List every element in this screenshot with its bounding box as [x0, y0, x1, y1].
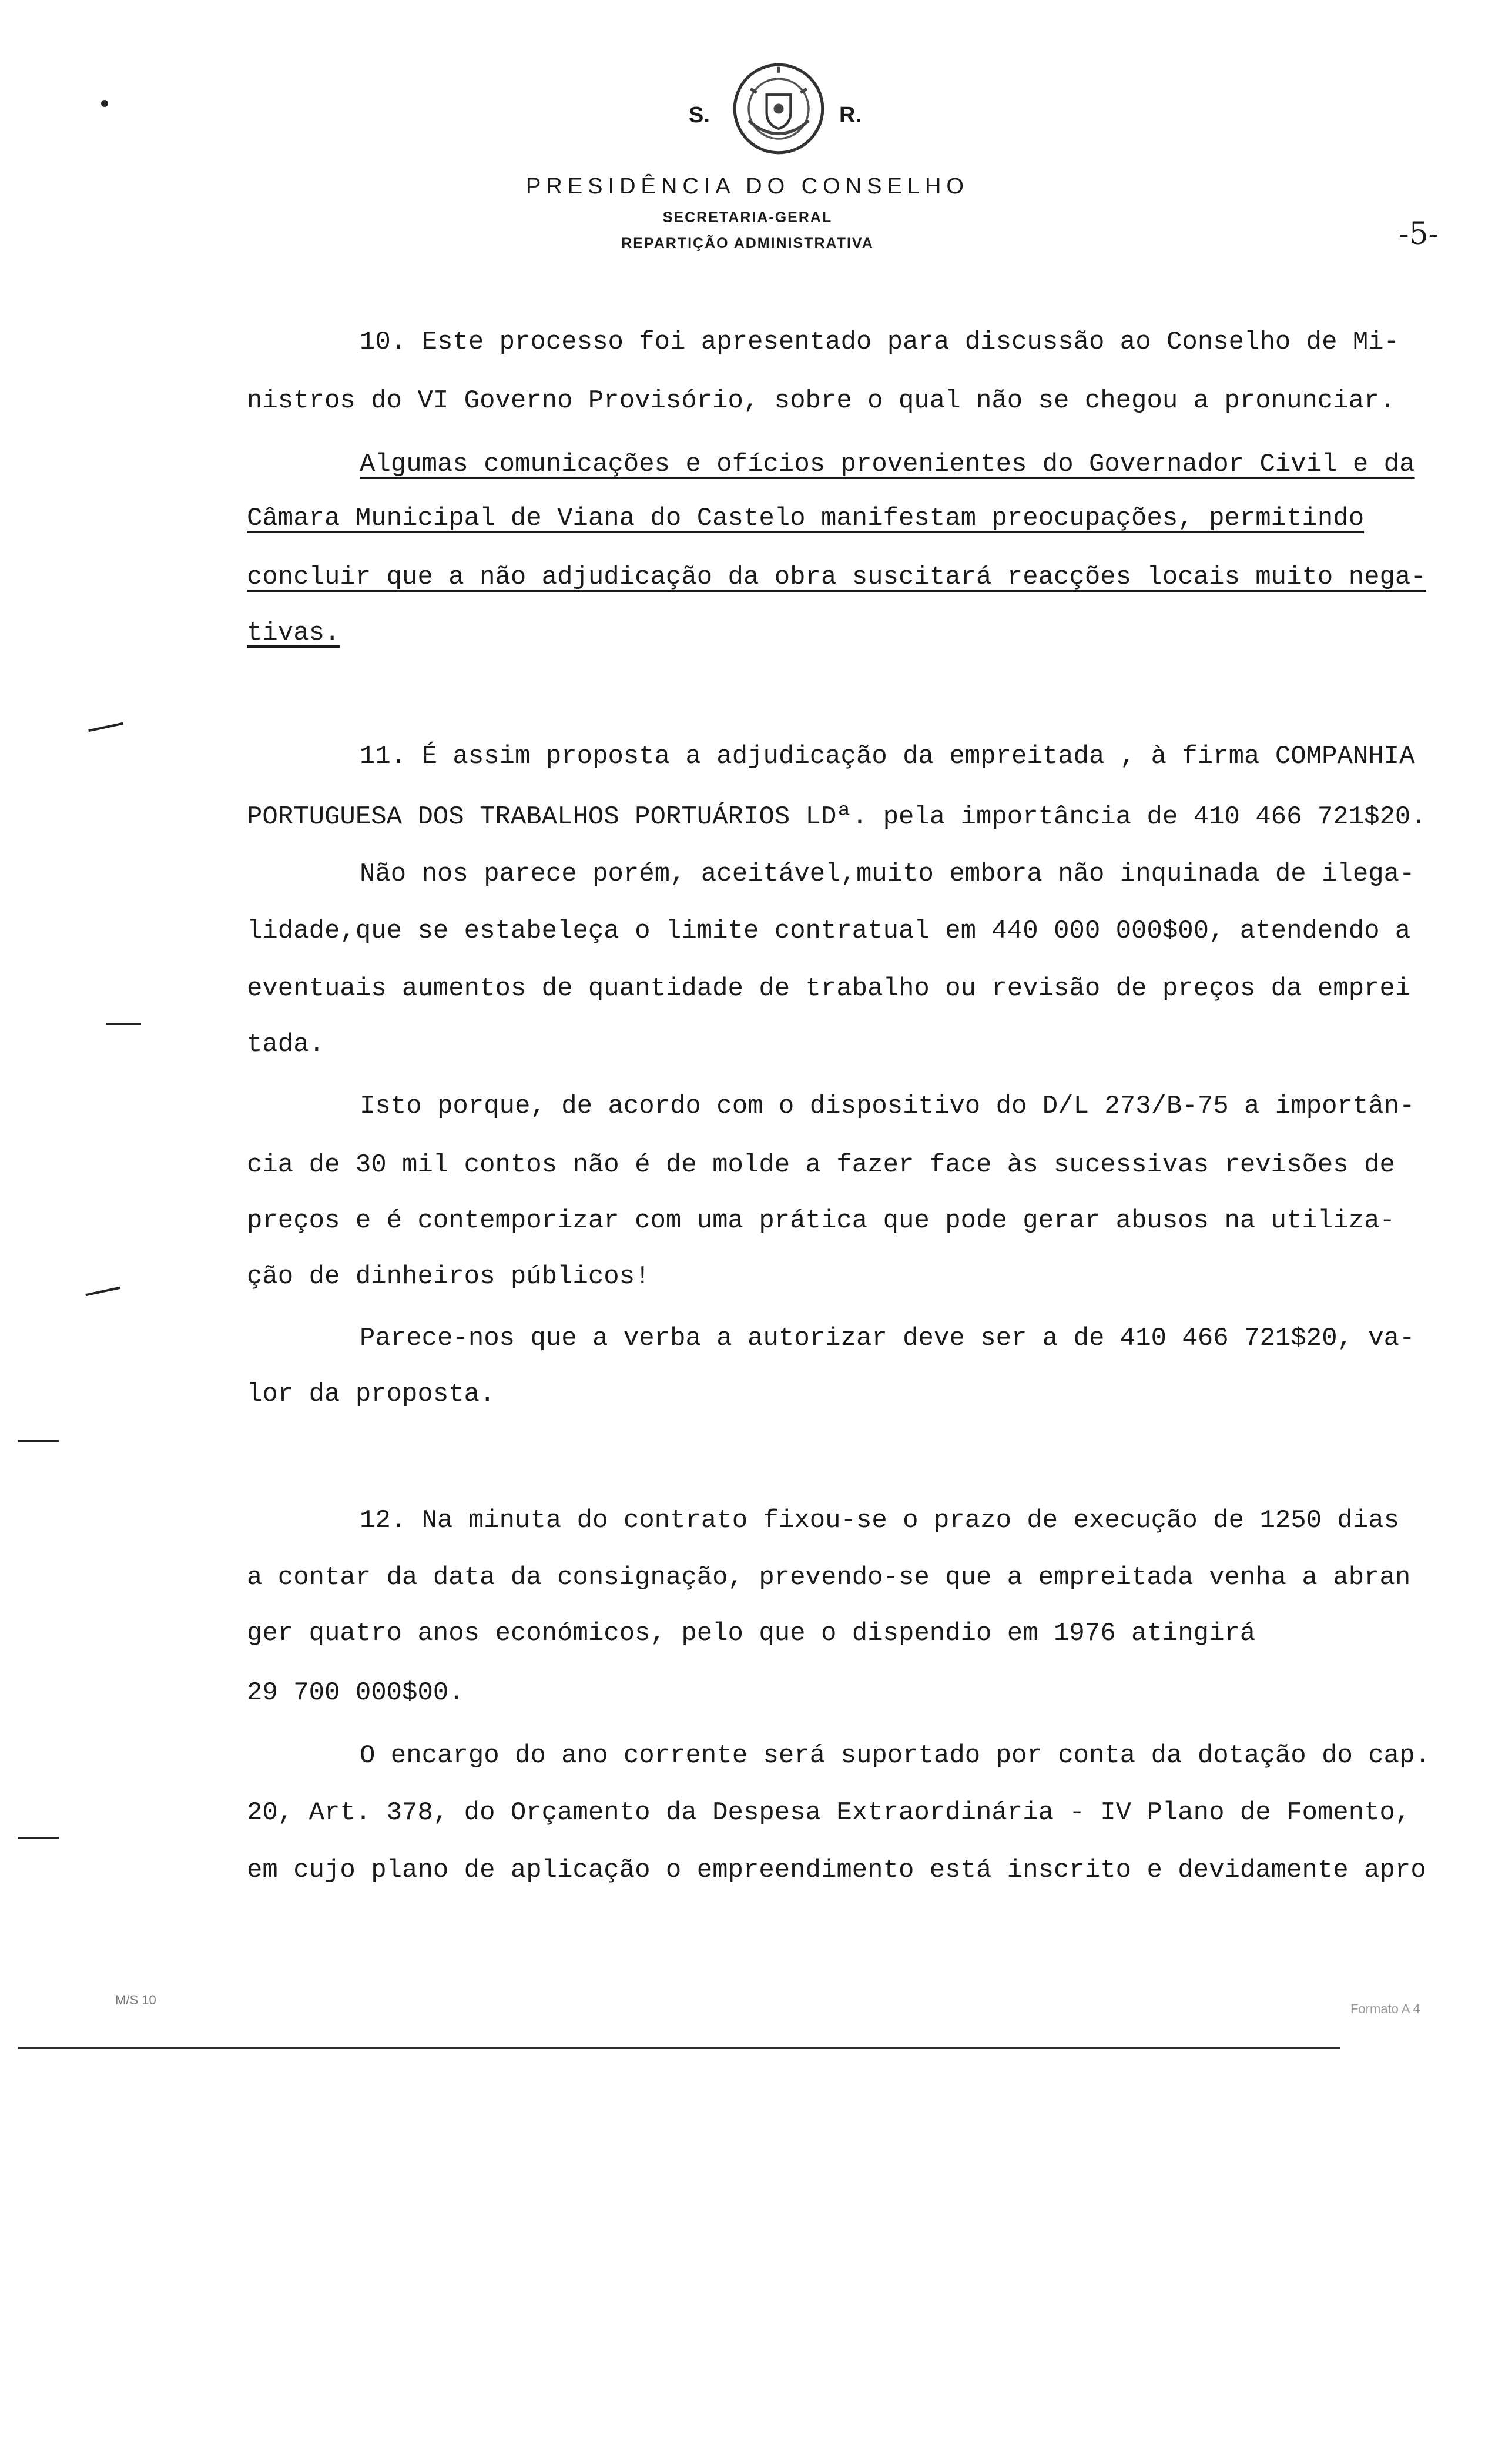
page-number: -5- — [1399, 216, 1439, 252]
footer-rule — [18, 2047, 1340, 2049]
text-line: preços e é contemporizar com uma prática que pode gerar abusos na utiliza- — [247, 1206, 1395, 1236]
emblem-letter-s: S. — [689, 103, 710, 128]
format-label: Formato A 4 — [1350, 2001, 1420, 2016]
scan-speck — [101, 100, 108, 107]
text-line: tada. — [247, 1030, 325, 1059]
header-title: PRESIDÊNCIA DO CONSELHO — [526, 174, 969, 199]
text-line: lidade,que se estabeleça o limite contratual em 440 000 000$00, atendendo a — [247, 916, 1411, 946]
text-line: 20, Art. 378, do Orçamento da Despesa Extraordinária - IV Plano de Fomento, — [247, 1798, 1411, 1827]
text-line: 29 700 000$00. — [247, 1678, 464, 1708]
text-line: 10. Este processo foi apresentado para discussão ao Conselho de Mi- — [360, 327, 1400, 357]
text-line: Não nos parece porém, aceitável,muito embora não inquinada de ilega- — [360, 859, 1415, 889]
form-code: M/S 10 — [115, 1993, 156, 2007]
text-line: lor da proposta. — [247, 1380, 495, 1409]
republic-seal-icon — [729, 59, 829, 159]
text-line: PORTUGUESA DOS TRABALHOS PORTUÁRIOS LDª. pela importância de 410 466 721$20. — [247, 802, 1426, 832]
text-line: em cujo plano de aplicação o empreendimento está inscrito e devidamente apro — [247, 1856, 1426, 1885]
margin-dash — [18, 1440, 59, 1442]
text-line: nistros do VI Governo Provisório, sobre o qual não se chegou a pronunciar. — [247, 386, 1395, 416]
text-line-underlined: Câmara Municipal de Viana do Castelo manifestam preocupações, permitindo — [247, 504, 1365, 533]
emblem-letter-r: R. — [839, 103, 862, 128]
header-subtitle: SECRETARIA-GERAL — [662, 209, 833, 226]
text-line: 12. Na minuta do contrato fixou-se o prazo de execução de 1250 dias — [360, 1506, 1400, 1535]
text-line: eventuais aumentos de quantidade de trabalho ou revisão de preços da emprei — [247, 974, 1411, 1003]
text-line-underlined: tivas. — [247, 618, 340, 648]
hole-punch-mark — [88, 722, 123, 732]
text-line: ger quatro anos económicos, pelo que o dispendio em 1976 atingirá — [247, 1619, 1256, 1648]
text-line: cia de 30 mil contos não é de molde a fazer face às sucessivas revisões de — [247, 1150, 1395, 1180]
hole-punch-mark — [85, 1287, 120, 1296]
text-line: O encargo do ano corrente será suportado por conta da dotação do cap. — [360, 1741, 1430, 1770]
text-line-underlined: Algumas comunicações e ofícios provenientes do Governador Civil e da — [360, 450, 1415, 479]
margin-dash — [18, 1837, 59, 1839]
text-line: Parece-nos que a verba a autorizar deve ser a de 410 466 721$20, va- — [360, 1324, 1415, 1353]
margin-dash — [106, 1023, 141, 1025]
text-line-underlined: concluir que a não adjudicação da obra suscitará reacções locais muito nega- — [247, 563, 1426, 592]
text-line: ção de dinheiros públicos! — [247, 1262, 651, 1291]
text-line: Isto porque, de acordo com o dispositivo do D/L 273/B-75 a importân- — [360, 1092, 1415, 1121]
text-line: 11. É assim proposta a adjudicação da empreitada , à firma COMPANHIA — [360, 742, 1415, 771]
text-line: a contar da data da consignação, prevendo-se que a empreitada venha a abran — [247, 1563, 1411, 1592]
header-department: REPARTIÇÃO ADMINISTRATIVA — [621, 235, 874, 252]
